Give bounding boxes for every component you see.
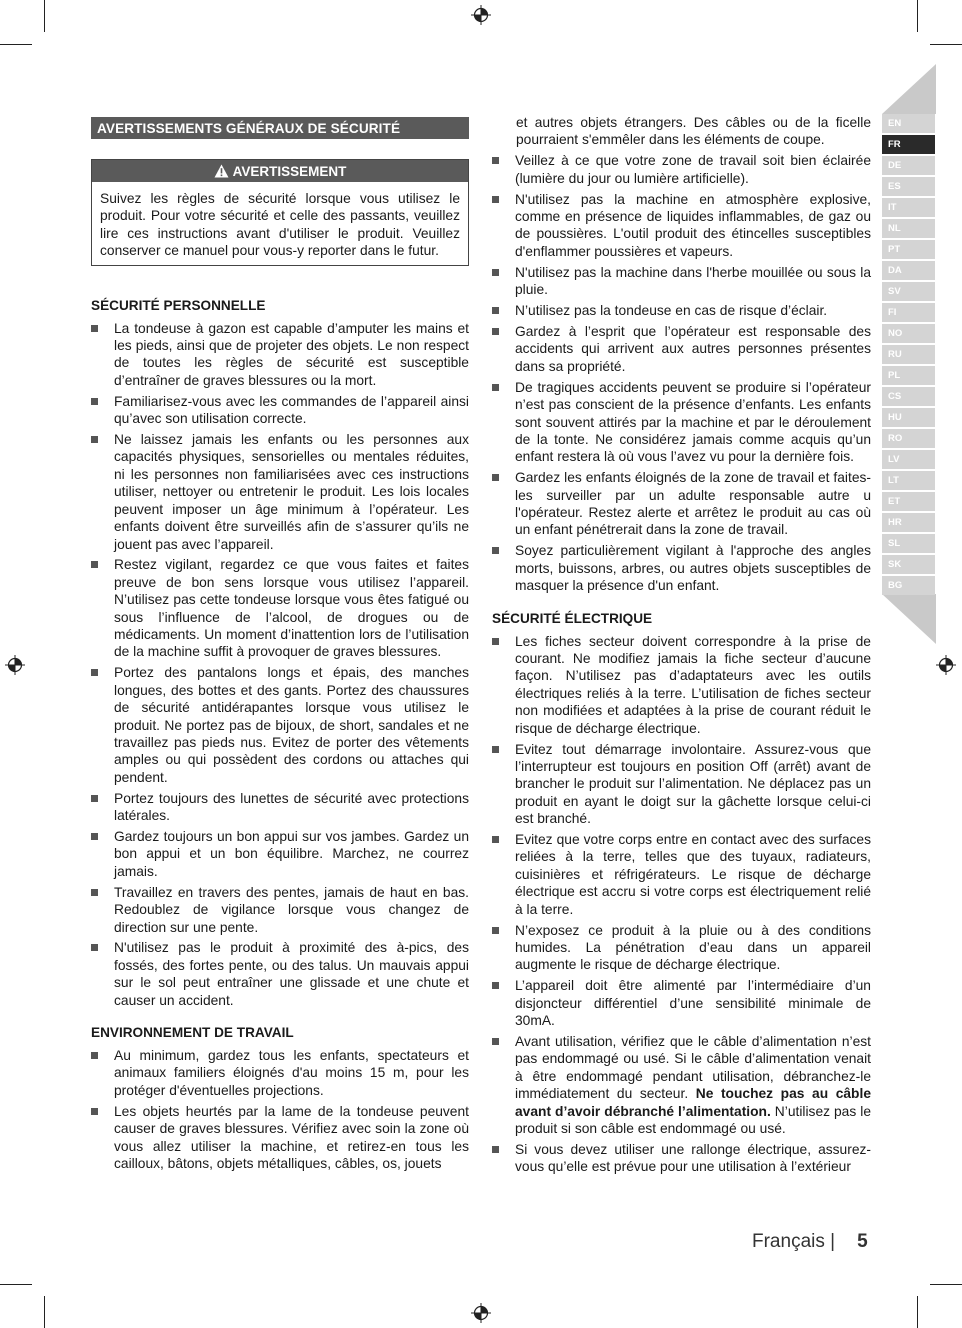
bullet-icon xyxy=(91,325,98,332)
language-tab-fr[interactable]: FR xyxy=(882,135,935,154)
bullet-icon xyxy=(492,384,499,391)
language-tab-es[interactable]: ES xyxy=(882,177,935,196)
bullet-icon xyxy=(91,833,98,840)
list-item-text: Evitez que votre corps entre en contact avec des surfaces reliées à la terre, telles que des tuyaux, radiateurs, cuisinières et réfrigérateurs. Le risque de décharge électrique est accru si votre corps est électriquement relié à la terre. xyxy=(515,832,871,917)
list-item-text: Travaillez en travers des pentes, jamais de haut en bas. Redoublez de vigilance lorsque vous changez de direction sur une pente. xyxy=(114,884,469,935)
list-item-text: Veillez à ce que votre zone de travail soit bien éclairée (lumière du jour ou lumière artificielle). xyxy=(515,153,871,186)
list-item xyxy=(492,191,871,261)
list-item xyxy=(91,828,469,880)
list-item-text: La tondeuse à gazon est capable d’amputer les mains et les pieds, ainsi que de projeter des objets. Le non respect de toutes les règles de sécurité est susceptible d’entraîner de graves blessures ou la mort. xyxy=(114,320,469,388)
language-tab-ro[interactable]: RO xyxy=(882,429,935,448)
bullet-icon xyxy=(91,436,98,443)
bullet-icon xyxy=(492,927,499,934)
crop-mark xyxy=(930,1284,962,1285)
warning-triangle-icon xyxy=(214,164,229,178)
language-tab-da[interactable]: DA xyxy=(882,261,935,280)
list-item-text: Gardez à l’esprit que l’opérateur est responsable des accidents qui arrivent aux autres personnes présentes dans sa propriété. xyxy=(515,323,871,374)
list-item xyxy=(91,320,469,390)
list-item xyxy=(492,152,871,187)
list-item-text: Portez des pantalons longs et épais, des manches longues, des bottes et des gants. Portez des chaussures de sécurité antidérapantes lorsque vous utilisez le produit. Ne portez pas de bijoux, de short, sandales et ne travaillez pas pieds nus. Evitez de porter des vêtements amples ou qui possèdent des cordons ou attaches qui pendent. xyxy=(114,665,469,785)
bullet-icon xyxy=(91,1108,98,1115)
list-item xyxy=(91,1103,469,1173)
bullet-icon xyxy=(492,474,499,481)
language-tab-sv[interactable]: SV xyxy=(882,282,935,301)
electrical-safety-list xyxy=(492,633,871,1176)
list-item-text: Gardez toujours un bon appui sur vos jambes. Gardez un bon appui et un bon équilibre. Marchez, ne courrez jamais. xyxy=(114,829,469,879)
language-tab-hu[interactable]: HU xyxy=(882,408,935,427)
warning-box xyxy=(91,159,469,266)
language-tab-pl[interactable]: PL xyxy=(882,366,935,385)
personal-safety-list xyxy=(91,320,469,1009)
page-footer xyxy=(752,1231,868,1253)
personal-safety-title: SÉCURITÉ PERSONNELLE xyxy=(91,297,266,313)
list-item-text: Gardez les enfants éloignés de la zone de travail et faites-les surveiller par un adulte responsable autre u l'opérateur. Restez alerte et arrêtez le produit au cas où un enfant pénétrerait dans la zone de travail. xyxy=(515,470,871,538)
bullet-icon xyxy=(91,795,98,802)
list-item xyxy=(492,542,871,594)
left-column xyxy=(91,114,469,1176)
list-item xyxy=(492,1141,871,1176)
language-tab-lt[interactable]: LT xyxy=(882,471,935,490)
bullet-icon xyxy=(492,746,499,753)
list-item xyxy=(492,741,871,828)
list-item xyxy=(492,264,871,299)
list-item xyxy=(91,939,469,1009)
bullet-icon xyxy=(91,398,98,405)
bullet-icon xyxy=(492,1146,499,1153)
bullet-icon xyxy=(492,157,499,164)
language-tab-fi[interactable]: FI xyxy=(882,303,935,322)
registration-mark-icon xyxy=(471,1303,491,1323)
crop-mark xyxy=(0,1284,32,1285)
list-item-text: Au minimum, gardez tous les enfants, spectateurs et animaux familiers éloignés d'au moins 15 m, pour les protéger d'éventuelles projections. xyxy=(114,1048,469,1098)
language-tabs xyxy=(882,114,935,597)
language-tab-sl[interactable]: SL xyxy=(882,534,935,553)
language-tab-hr[interactable]: HR xyxy=(882,513,935,532)
bullet-icon xyxy=(492,982,499,989)
crop-mark xyxy=(917,0,918,32)
work-environment-title: ENVIRONNEMENT DE TRAVAIL xyxy=(91,1025,294,1041)
page-number: 5 xyxy=(857,1231,868,1252)
language-tab-pt[interactable]: PT xyxy=(882,240,935,259)
list-item xyxy=(91,556,469,660)
right-column xyxy=(492,114,871,1179)
list-item-text: Si vous devez utiliser une rallonge électrique, assurez-vous qu’elle est prévue pour une utilisation à l’extérieur xyxy=(515,1141,871,1175)
language-tab-nl[interactable]: NL xyxy=(882,219,935,238)
list-item-text: De tragiques accidents peuvent se produire si l’opérateur n’est pas conscient de la présence d’enfants. Les enfants sont souvent attirés par la machine et par le déroulement de la tonte. Ne considérez jamais comme acquis qu’un enfant restera là où vous l’avez vu pour la dernière fois. xyxy=(515,379,871,465)
list-item xyxy=(492,633,871,737)
language-tab-et[interactable]: ET xyxy=(882,492,935,511)
section-title: AVERTISSEMENTS GÉNÉRAUX DE SÉCURITÉ xyxy=(91,117,469,139)
bullet-icon xyxy=(492,196,499,203)
bullet-icon xyxy=(492,328,499,335)
language-tab-no[interactable]: NO xyxy=(882,324,935,343)
bullet-icon xyxy=(492,307,499,314)
bullet-icon xyxy=(91,561,98,568)
list-item-text: N'utilisez pas la machine dans l'herbe mouillée ou sous la pluie. xyxy=(515,264,871,298)
list-item xyxy=(492,831,871,918)
list-item xyxy=(91,664,469,786)
bullet-icon xyxy=(492,1038,499,1045)
list-item xyxy=(492,922,871,974)
list-item-text: N’utilisez pas le produit si son câble est endommagé ou usé. xyxy=(515,1103,871,1137)
language-tab-en[interactable]: EN xyxy=(882,114,935,133)
language-tab-bg[interactable]: BG xyxy=(882,576,935,595)
list-item xyxy=(492,977,871,1029)
bullet-icon xyxy=(492,547,499,554)
list-item-text: Familiarisez-vous avec les commandes de l’appareil ainsi qu’avec son utilisation correcte. xyxy=(114,393,469,427)
language-tab-cs[interactable]: CS xyxy=(882,387,935,406)
warning-label: AVERTISSEMENT xyxy=(232,164,347,179)
crop-mark xyxy=(44,1296,45,1328)
crop-mark xyxy=(0,44,32,45)
list-item xyxy=(492,469,871,539)
list-item-text: N'utilisez pas la machine en atmosphère explosive, comme en présence de liquides inflammables, de gaz ou de poussières. L'outil produit des étincelles susceptibles d'enflammer poussières et vapeurs. xyxy=(515,191,871,259)
list-item xyxy=(91,884,469,936)
bullet-icon xyxy=(492,638,499,645)
list-item xyxy=(492,323,871,375)
list-item xyxy=(492,302,871,319)
list-item-text: Portez toujours des lunettes de sécurité avec protections latérales. xyxy=(114,790,469,824)
warning-text: Suivez les règles de sécurité lorsque vous utilisez le produit. Pour votre sécurité et celle des passants, veuillez lire ces instructions avant d'utiliser le produit. Veuillez conserver ce manuel pour vous-y reporter dans le futur. xyxy=(100,191,460,259)
list-item-text: L’appareil doit être alimenté par l’intermédiaire d’un disjoncteur différentiel d’une sensibilité minimale de 30mA. xyxy=(515,978,871,1029)
registration-mark-icon xyxy=(471,5,491,25)
bullet-icon xyxy=(91,669,98,676)
continued-list xyxy=(492,114,871,149)
language-tab-sk[interactable]: SK xyxy=(882,555,935,574)
footer-language: Français | xyxy=(752,1231,836,1252)
list-item xyxy=(492,1033,871,1137)
list-item-text: Restez vigilant, regardez ce que vous faites et faites preuve de bon sens lorsque vous utilisez l’appareil. N’utilisez pas cette tondeuse lorsque vous êtes fatigué ou sous l’influence de l’alcool, de drogues ou de médicaments. Un moment d’inattention lors de l’utilisation de la machine suffit à provoquer de graves blessures. xyxy=(114,557,469,660)
list-item-emphasis: Ne touchez pas au câble avant d’avoir débranché l’alimentation. xyxy=(515,1086,871,1119)
warning-header xyxy=(92,160,468,182)
list-item xyxy=(91,790,469,825)
list-item-text: Evitez tout démarrage involontaire. Assurez-vous que l’interrupteur est toujours en position Off (arrêt) avant de brancher le produit sur l’alimentation. Ne déplacez pas un produit en ayant le doigt sur la gâchette lorsque celui-ci est branché. xyxy=(515,741,871,827)
bullet-icon xyxy=(91,889,98,896)
language-tab-lv[interactable]: LV xyxy=(882,450,935,469)
bullet-icon xyxy=(492,836,499,843)
work-environment-list-continued xyxy=(492,152,871,594)
list-item-text: Avant utilisation, vérifiez que le câble d’alimentation n’est pas endommagé ou usé. Si le câble d’alimentation venait à être endommagé pendant utilisation, débranchez-le immédiatement du secteur. xyxy=(515,1034,871,1102)
crop-mark xyxy=(44,0,45,32)
list-item-continued: et autres objets étrangers. Des câbles ou de la ficelle pourraient s'emmêler dans les éléments de coupe. xyxy=(516,115,871,148)
language-tab-de[interactable]: DE xyxy=(882,156,935,175)
language-tab-ru[interactable]: RU xyxy=(882,345,935,364)
work-environment-list xyxy=(91,1047,469,1172)
list-item-text: Les fiches secteur doivent correspondre à la prise de courant. Ne modifiez jamais la fiche secteur d’aucune façon. N’utilisez pas d’adaptateurs avec les outils électriques reliés à la terre. L’utilisation de fiches secteur non modifiées et adaptées à la prise de courant réduit le risque de décharge électrique. xyxy=(515,633,871,736)
list-item xyxy=(492,379,871,466)
crop-mark xyxy=(917,1296,918,1328)
list-item-text: Soyez particulièrement vigilant à l'approche des angles morts, buissons, arbres, ou autres objets susceptibles de masquer la présence d'un enfant. xyxy=(515,543,871,594)
bullet-icon xyxy=(91,944,98,951)
bullet-icon xyxy=(91,1052,98,1059)
list-item-text: N'utilisez pas le produit à proximité des à-pics, des fossés, des fortes pente, ou des talus. Un mauvais appui sur le sol peut entraîner une glissade et une chute et causer un accident. xyxy=(114,940,469,1008)
list-item-text: N’exposez ce produit à la pluie ou à des conditions humides. La pénétration d’eau dans un appareil augmente le risque de décharge électrique. xyxy=(515,922,871,973)
bullet-icon xyxy=(492,269,499,276)
list-item-text: Ne laissez jamais les enfants ou les personnes aux capacités physiques, sensorielles ou mentales réduites, ni les personnes non familiarisées avec ces instructions utiliser, nettoyer ou entretenir le produit. Les lois locales peuvent imposer un âge minimum à l’opérateur. Les enfants doivent être surveillés afin de s’assurer qu’ils ne jouent pas avec l’appareil. xyxy=(114,432,469,552)
registration-mark-icon xyxy=(5,655,25,675)
language-tab-it[interactable]: IT xyxy=(882,198,935,217)
crop-mark xyxy=(930,44,962,45)
list-item xyxy=(91,431,469,553)
list-item xyxy=(91,1047,469,1099)
list-item xyxy=(91,393,469,428)
registration-mark-icon xyxy=(936,655,956,675)
list-item-text: Les objets heurtés par la lame de la tondeuse peuvent causer de graves blessures. Vérifiez avec soin la zone où vous allez utiliser la machine, et retirez-en tous les cailloux, bâtons, objets métalliques, câbles, os, jouets xyxy=(114,1103,469,1171)
electrical-safety-title: SÉCURITÉ ÉLECTRIQUE xyxy=(492,610,653,626)
list-item-text: N’utilisez pas la tondeuse en cas de risque d’éclair. xyxy=(515,303,828,319)
